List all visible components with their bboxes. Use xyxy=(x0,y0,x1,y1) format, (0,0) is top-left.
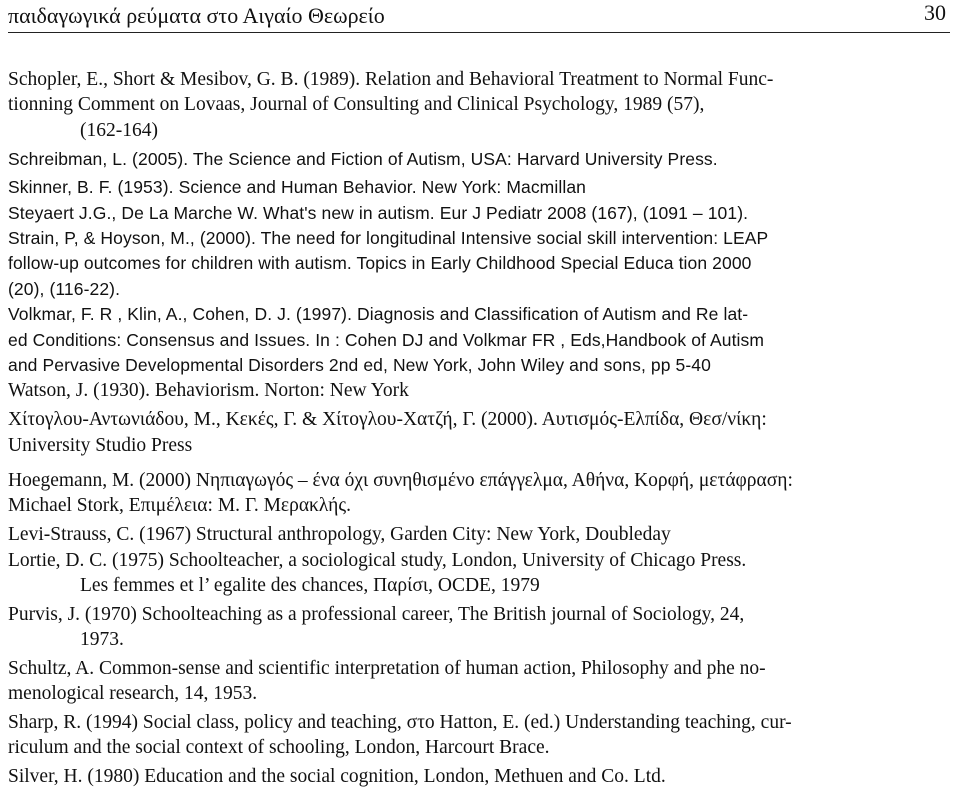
reference-lortie xyxy=(8,548,942,573)
reference-line: Les femmes et l’ egalite des chances, Παρίσι, OCDE, 1979 xyxy=(80,574,540,596)
reference-line: Schopler, E., Short & Mesibov, G. B. (1989). Relation and Behavioral Treatment to Normal Func- xyxy=(8,69,774,90)
reference-line: Steyaert J.G., De La Marche W. What's new in autism. Eur J Pediatr 2008 (167), (1091 – 101). xyxy=(8,202,749,223)
reference-line: Skinner, B. F. (1953). Science and Human Behavior. New York: Macmillan xyxy=(8,177,586,198)
reference-schopler xyxy=(8,67,942,143)
reference-line: Levi-Strauss, C. (1967) Structural anthropology, Garden City: New York, Doubleday xyxy=(8,524,671,546)
running-header-title: παιδαγωγικά ρεύματα στο Αιγαίο Θεωρείο xyxy=(8,3,385,28)
reference-volkmar xyxy=(8,302,942,378)
reference-line: riculum and the social context of schooling, London, Harcourt Brace. xyxy=(8,737,550,759)
reference-line: Watson, J. (1930). Behaviorism. Norton: New York xyxy=(8,380,409,402)
reference-steyaert xyxy=(8,201,942,226)
reference-line: (162-164) xyxy=(80,119,158,141)
reference-sharp xyxy=(8,710,942,761)
reference-line: 1973. xyxy=(80,629,124,651)
reference-line: Silver, H. (1980) Education and the social cognition, London, Methuen and Co. Ltd. xyxy=(8,765,666,787)
reference-line: Michael Stork, Επιμέλεια: Μ. Γ. Μερακλής. xyxy=(8,495,351,517)
reference-list xyxy=(8,67,942,793)
reference-line: Hoegemann, M. (2000) Νηπιαγωγός – ένα όχι συνηθισμένο επάγγελμα, Αθήνα, Κορφή, μετάφραση: xyxy=(8,469,793,491)
reference-skinner xyxy=(8,175,942,200)
reference-line: Χίτογλου-Αντωνιάδου, Μ., Κεκές, Γ. & Χίτογλου-Χατζή, Γ. (2000). Αυτισμός-Ελπίδα, Θεσ/νίκη: xyxy=(8,409,767,431)
page-number: 30 xyxy=(924,0,946,25)
reference-line: menological research, 14, 1953. xyxy=(8,683,258,705)
reference-line: Schreibman, L. (2005). The Science and Fiction of Autism, USA: Harvard University Press. xyxy=(8,148,718,169)
reference-purvis xyxy=(8,602,942,653)
reference-line: Purvis, J. (1970) Schoolteaching as a professional career, The British journal of Sociology, 24, xyxy=(8,603,745,625)
reference-line: ed Conditions: Consensus and Issues. In : Cohen DJ and Volkmar FR , Eds,Handbook of Autism xyxy=(8,329,765,350)
reference-strain xyxy=(8,226,942,302)
reference-line: University Studio Press xyxy=(8,434,193,456)
reference-line: follow-up outcomes for children with autism. Topics in Early Childhood Special Educa tion 2000 xyxy=(8,253,752,274)
reference-levi-strauss xyxy=(8,522,942,547)
reference-hitoglou xyxy=(8,407,942,458)
reference-line: Sharp, R. (1994) Social class, policy and teaching, στο Hatton, E. (ed.) Understanding teaching, cur- xyxy=(8,711,792,733)
reference-schreibman xyxy=(8,147,942,172)
reference-line: and Pervasive Developmental Disorders 2nd ed, New York, John Wiley and sons, pp 5-40 xyxy=(8,355,711,376)
header-rule xyxy=(8,32,950,33)
reference-line: Schultz, A. Common-sense and scientific interpretation of human action, Philosophy and phe no- xyxy=(8,657,766,679)
reference-line: Strain, P, & Hoyson, M., (2000). The need for longitudinal Intensive social skill intervention: LEAP xyxy=(8,228,769,249)
reference-line: Volkmar, F. R , Klin, A., Cohen, D. J. (1997). Diagnosis and Classification of Autism and Re lat- xyxy=(8,304,749,325)
reference-ocde xyxy=(8,573,942,598)
reference-line: tionning Comment on Lovaas, Journal of Consulting and Clinical Psychology, 1989 (57), xyxy=(8,94,705,116)
reference-hoegemann xyxy=(8,468,942,519)
reference-line: Lortie, D. C. (1975) Schoolteacher, a sociological study, London, University of Chicago Press. xyxy=(8,549,747,571)
reference-schultz xyxy=(8,656,942,707)
reference-watson xyxy=(8,378,942,403)
reference-silver xyxy=(8,764,942,789)
reference-line: (20), (116-22). xyxy=(8,278,121,299)
